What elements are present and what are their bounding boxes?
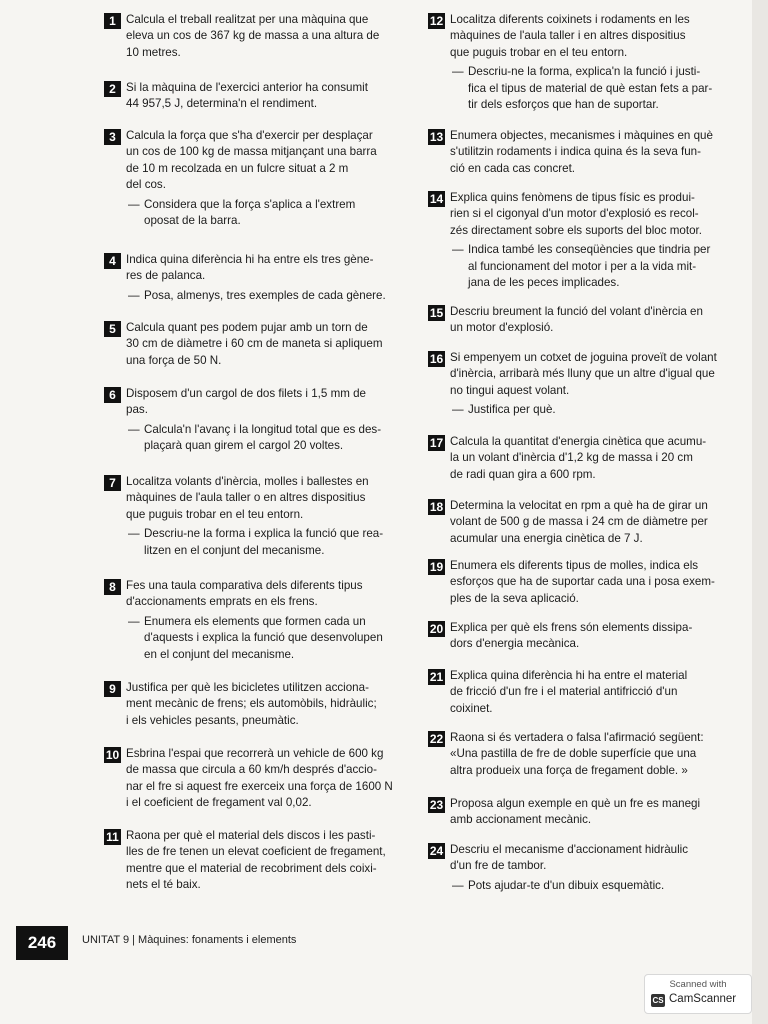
exercise-text-line: altra produeix una força de fregament doble. » [450,763,688,777]
exercise-text-line: ció en cada cas concret. [450,161,576,175]
exercise-number-badge: 23 [429,798,444,812]
exercise-text-line: Raona si és vertadera o falsa l'afirmació següent: [450,731,704,744]
exercise-subitem-line [128,197,394,213]
dash-bullet-icon: — [128,422,140,436]
exercise-number-badge: 16 [429,352,444,366]
subitem-text: d'aquests i explica la funció que desenvolupen [144,631,383,645]
exercise-text-line: de radi quan gira a 600 rpm. [450,467,596,481]
exercise-subitem-line [128,213,394,229]
exercise-number-badge: 7 [104,475,121,491]
subitem-text: Descriu-ne la forma i explica la funció que rea- [144,527,384,541]
exercise-12 [428,12,732,113]
exercise-number-badge: 13 [429,130,444,144]
camscanner-name: CamScanner [669,993,737,1005]
exercise-text-line: s'utilitzin rodaments i indica quina és la seva fun- [450,145,701,159]
exercise-text-line: i els vehicles pesants, pneumàtic. [126,713,299,727]
exercise-text-line: un motor d'explosió. [450,321,554,335]
exercise-number-badge: 14 [429,192,444,206]
exercise-text-line: Indica quina diferència hi ha entre els tres gène- [126,253,374,266]
exercise-number-badge: 6 [104,387,121,403]
exercise-3 [104,128,394,229]
exercise-23 [428,796,732,829]
subitem-text: al funcionament del motor i per a la vida mit- [468,259,697,273]
exercise-text-line: i el coeficient de fregament val 0,02. [126,796,312,810]
exercise-text-line: Enumera els diferents tipus de molles, indica els [450,559,699,572]
exercise-text-line: Fes una taula comparativa dels diferents tipus [126,579,363,592]
exercise-15 [428,304,732,337]
dash-bullet-icon: — [452,878,464,892]
subitem-text: Considera que la força s'aplica a l'extrem [144,197,356,211]
subitem-text: litzen en el conjunt del mecanisme. [144,543,325,557]
exercise-text-line: Calcula el treball realitzat per una màquina que [126,13,369,26]
exercise-22 [428,730,732,779]
exercise-19 [428,558,732,607]
subitem-text: Descriu-ne la forma, explica'n la funció i justi- [468,65,701,79]
exercise-text-line: res de palanca. [126,269,206,283]
exercise-text-line: màquines de l'aula taller i en altres dispositius [450,29,686,43]
exercise-number-badge: 9 [104,681,121,697]
exercise-21 [428,668,732,717]
exercise-text-line: acumular una energia cinètica de 7 J. [450,531,643,545]
dash-bullet-icon: — [128,288,140,302]
exercise-6 [104,386,394,455]
exercise-text-line: de massa que circula a 60 km/h després d'accio- [126,763,377,777]
exercise-9 [104,680,394,729]
exercise-text-line: nar el fre si aquest fre exerceix una força de 1600 N [126,779,393,793]
exercise-text-line: la un volant d'inèrcia d'1,2 kg de massa i 20 cm [450,451,693,465]
exercise-subitem-line [128,288,394,304]
exercise-text-line: Descriu breument la funció del volant d'inèrcia en [450,305,703,318]
exercise-14 [428,190,732,291]
subitem-text: tir dels esforços que han de suportar. [468,98,659,112]
exercise-text-line: nets el té baix. [126,878,201,892]
exercise-number-badge: 3 [104,129,121,145]
unit-title: UNITAT 9 | Màquines: fonaments i elements [82,934,297,946]
exercise-text-line: eleva un cos de 367 kg de massa a una altura de [126,29,380,43]
exercise-subitem-line [452,81,732,97]
exercise-7 [104,474,394,559]
scanned-with-label: Scanned with [669,979,727,990]
exercise-text-line: no tingui aquest volant. [450,383,570,397]
exercise-text-line: dors d'energia mecànica. [450,637,580,651]
subitem-text: Justifica per què. [468,403,556,417]
exercise-number-badge: 12 [429,14,444,28]
exercise-text-line: màquines de l'aula taller o en altres dispositius [126,491,366,505]
exercise-text-line: de 10 m recolzada en un fulcre situat a 2 m [126,161,349,175]
exercise-4 [104,252,394,304]
exercise-number-badge: 15 [429,306,444,320]
exercise-number-badge: 1 [104,13,121,29]
exercise-text-line: Si la màquina de l'exercici anterior ha consumit [126,81,368,94]
dash-bullet-icon: — [128,197,140,211]
exercise-subitem-line [452,97,732,113]
exercise-text-line: ment mecànic de frens; els automòbils, hidràulic; [126,697,377,711]
exercise-number-badge: 19 [429,560,444,574]
subitem-text: plaçarà quan girem el cargol 20 voltes. [144,439,344,453]
exercise-subitem-line [452,402,732,418]
exercise-subitem-line [452,242,732,258]
exercise-subitem-line [128,647,394,663]
exercise-20 [428,620,732,653]
subitem-text: fica el tipus de material de què estan fets a par- [468,81,713,95]
exercise-number-badge: 17 [429,436,444,450]
exercise-text-line: Si empenyem un cotxet de joguina proveït de volant [450,351,717,364]
exercise-text-line: Raona per què el material dels discos i les pasti- [126,829,376,842]
subitem-text: Enumera els elements que formen cada un [144,614,366,628]
exercise-subitem-line [452,275,732,291]
exercise-18 [428,498,732,547]
exercise-text-line: que puguis trobar en el teu entorn. [450,45,628,59]
subitem-text: Calcula'n l'avanç i la longitud total que es des- [144,422,382,436]
dash-bullet-icon: — [452,65,464,79]
exercise-number-badge: 20 [429,622,444,636]
exercise-text-line: «Una pastilla de fre de doble superfície que una [450,747,697,761]
exercise-text-line: del cos. [126,178,166,192]
exercise-text-line: pas. [126,403,148,417]
dash-bullet-icon: — [128,614,140,628]
subitem-text: oposat de la barra. [144,214,241,228]
exercise-text-line: Calcula la quantitat d'energia cinètica que acumu- [450,435,707,448]
page-number: 246 [16,926,68,960]
exercise-text-line: amb accionament mecànic. [450,813,592,827]
camscanner-logo-icon: CS [652,996,664,1005]
exercise-subitem-line [452,878,732,894]
exercise-number-badge: 21 [429,670,444,684]
exercise-subitem-line [128,614,394,630]
exercise-subitem-line [452,259,732,275]
subitem-text: jana de les peces implicades. [468,276,620,290]
exercise-16 [428,350,732,419]
exercise-text-line: d'un fre de tambor. [450,859,547,873]
exercise-text-line: Calcula la força que s'ha d'exercir per desplaçar [126,129,373,142]
exercise-text-line: Enumera objectes, mecanismes i màquines en què [450,129,713,142]
exercise-text-line: Localitza volants d'inèrcia, molles i ballestes en [126,475,369,488]
exercise-number-badge: 4 [104,253,121,269]
exercise-number-badge: 5 [104,321,121,337]
camscanner-badge [644,974,752,1014]
exercise-number-badge: 8 [104,579,121,595]
dash-bullet-icon: — [128,527,140,541]
subitem-text: Indica també les conseqüències que tindria per [468,243,711,257]
exercise-subitem-line [128,630,394,646]
exercise-text-line: Justifica per què les bicicletes utilitzen acciona- [126,681,369,694]
exercise-text-line: coixinet. [450,701,493,715]
exercise-subitem-line [128,543,394,559]
exercise-number-badge: 2 [104,81,121,97]
exercise-subitem-line [128,526,394,542]
subitem-text: en el conjunt del mecanisme. [144,647,295,661]
exercise-subitem-line [452,64,732,80]
exercise-number-badge: 22 [429,732,444,746]
exercise-text-line: 44 957,5 J, determina'n el rendiment. [126,97,318,111]
exercise-text-line: volant de 500 g de massa i 24 cm de diàmetre per [450,515,708,529]
exercise-text-line: esforços que ha de suportar cada una i posa exem- [450,575,715,589]
exercise-text-line: una força de 50 N. [126,353,222,367]
exercise-24 [428,842,732,894]
exercise-text-line: un cos de 100 kg de massa mitjançant una barra [126,145,377,159]
exercise-text-line: mentre que el material de recobriment dels coixi- [126,861,377,875]
exercise-13 [428,128,732,177]
exercise-1 [104,12,394,61]
exercise-2 [104,80,394,113]
exercise-number-badge: 11 [104,829,121,845]
exercise-subitem-line [128,438,394,454]
exercise-5 [104,320,394,369]
exercise-subitem-line [128,422,394,438]
subitem-text: Posa, almenys, tres exemples de cada gènere. [144,288,386,302]
exercise-text-line: Disposem d'un cargol de dos filets i 1,5 mm de [126,387,366,400]
exercise-text-line: Localitza diferents coixinets i rodaments en les [450,13,690,26]
exercise-text-line: Explica per què els frens són elements dissipa- [450,621,693,634]
exercise-number-badge: 10 [105,748,120,762]
exercise-text-line: Explica quins fenòmens de tipus físic es produi- [450,191,695,204]
subitem-text: Pots ajudar-te d'un dibuix esquemàtic. [468,878,665,892]
exercise-17 [428,434,732,483]
exercise-text-line: lles de fre tenen un elevat coeficient de fregament, [126,845,386,859]
dash-bullet-icon: — [452,243,464,257]
exercise-number-badge: 24 [429,844,444,858]
exercise-text-line: Descriu el mecanisme d'accionament hidràulic [450,843,689,856]
exercise-text-line: que puguis trobar en el teu entorn. [126,507,304,521]
exercise-text-line: d'inèrcia, arribarà més lluny que un altre d'igual que [450,367,715,381]
exercise-text-line: Explica quina diferència hi ha entre el material [450,669,688,682]
exercise-8 [104,578,394,663]
exercise-10 [104,746,394,812]
exercise-text-line: de fricció d'un fre i el material antifricció d'un [450,685,678,699]
exercise-text-line: zés directament sobre els suports del bloc motor. [450,223,702,237]
dash-bullet-icon: — [452,403,464,417]
exercise-text-line: Proposa algun exemple en què un fre es manegi [450,797,701,810]
exercise-11 [104,828,394,894]
exercise-text-line: Calcula quant pes podem pujar amb un torn de [126,321,368,334]
exercise-text-line: d'accionaments emprats en els frens. [126,595,318,609]
exercise-text-line: Determina la velocitat en rpm a què ha de girar un [450,499,708,512]
exercise-text-line: 30 cm de diàmetre i 60 cm de maneta si apliquem [126,337,383,351]
exercise-text-line: 10 metres. [126,45,181,59]
exercise-number-badge: 18 [429,500,444,514]
exercise-text-line: Esbrina l'espai que recorrerà un vehicle de 600 kg [126,747,384,760]
exercise-text-line: ples de la seva aplicació. [450,591,579,605]
exercise-text-line: rien si el cigonyal d'un motor d'explosió es recol- [450,207,699,221]
